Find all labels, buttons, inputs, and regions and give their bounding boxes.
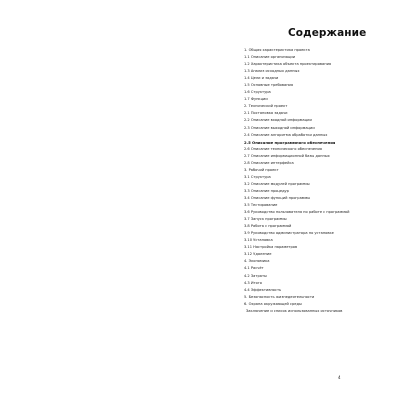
toc-entry: 1.4 Цели и задачи — [244, 76, 279, 81]
toc-entry: 2. Технический проект — [244, 104, 288, 109]
toc-entry: 3.2 Описание модулей программы — [244, 181, 310, 186]
toc-entry: 3.3 Описание процедур — [244, 188, 289, 193]
page-number: 4 — [338, 375, 341, 380]
toc-entry: 4.3 Итого — [244, 280, 262, 285]
toc-entry: 2.6 Описание технического обеспечения — [244, 146, 322, 151]
toc-entry: 3. Рабочий проект — [244, 167, 279, 172]
toc-entry: 6. Охрана окружающей среды — [244, 301, 302, 306]
toc-entry: 1.3 Анализ исходных данных — [244, 69, 300, 74]
toc-entry: 5. Безопасность жизнедеятельности — [244, 294, 315, 299]
toc-entry: 2.3 Описание выходной информации — [244, 125, 315, 130]
toc-entry: 2.5 Описание программного обеспечения — [244, 139, 336, 145]
toc-entry: 2.2 Описание входной информации — [244, 118, 312, 123]
toc-entry: Заключение и список использованных источников — [246, 308, 343, 313]
toc-entry: 3.11 Настройка параметров — [244, 245, 298, 250]
toc-entry: 1. Общая характеристика проекта — [244, 48, 310, 52]
toc-entry: 4.4 Эффективность — [244, 287, 282, 292]
toc-entry: 3.4 Описание функций программы — [244, 195, 311, 200]
toc-entry: 3.6 Руководство пользователя по работе с программой — [244, 210, 350, 215]
toc-entry: 2.1 Постановка задачи — [244, 111, 288, 116]
toc-entry: 4.2 Затраты — [244, 273, 267, 278]
toc-entry: 3.5 Тестирование — [244, 203, 278, 208]
toc-entry: 1.6 Структура — [244, 90, 271, 95]
toc-entry: 3.7 Запуск программы — [244, 217, 287, 222]
toc-entry: 1.7 Функции — [244, 97, 268, 102]
toc-entry: 1.5 Основные требования — [244, 83, 294, 88]
toc-entry: 3.12 Удаление — [244, 252, 272, 257]
toc-entry: 2.4 Описание алгоритма обработки данных — [244, 132, 328, 137]
toc-entry: 2.7 Описание информационной базы данных — [244, 153, 330, 158]
toc-entry: 1.1 Описание организации — [244, 55, 296, 60]
toc-entry: 4.1 Расчёт — [244, 266, 264, 271]
table-of-contents — [244, 47, 398, 315]
page-title: Содержание — [288, 27, 367, 39]
toc-entry: 4. Экономика — [244, 259, 270, 264]
toc-entry: 1.2 Характеристика объекта проектирования — [244, 62, 332, 67]
toc-entry: 2.8 Описание интерфейса — [244, 160, 294, 165]
toc-entry: 3.10 Установка — [244, 238, 273, 243]
toc-entry: 3.8 Работа с программой — [244, 224, 292, 229]
toc-entry: 3.9 Руководство администратора по установке — [244, 231, 334, 236]
toc-entry: 3.1 Структура — [244, 174, 271, 179]
